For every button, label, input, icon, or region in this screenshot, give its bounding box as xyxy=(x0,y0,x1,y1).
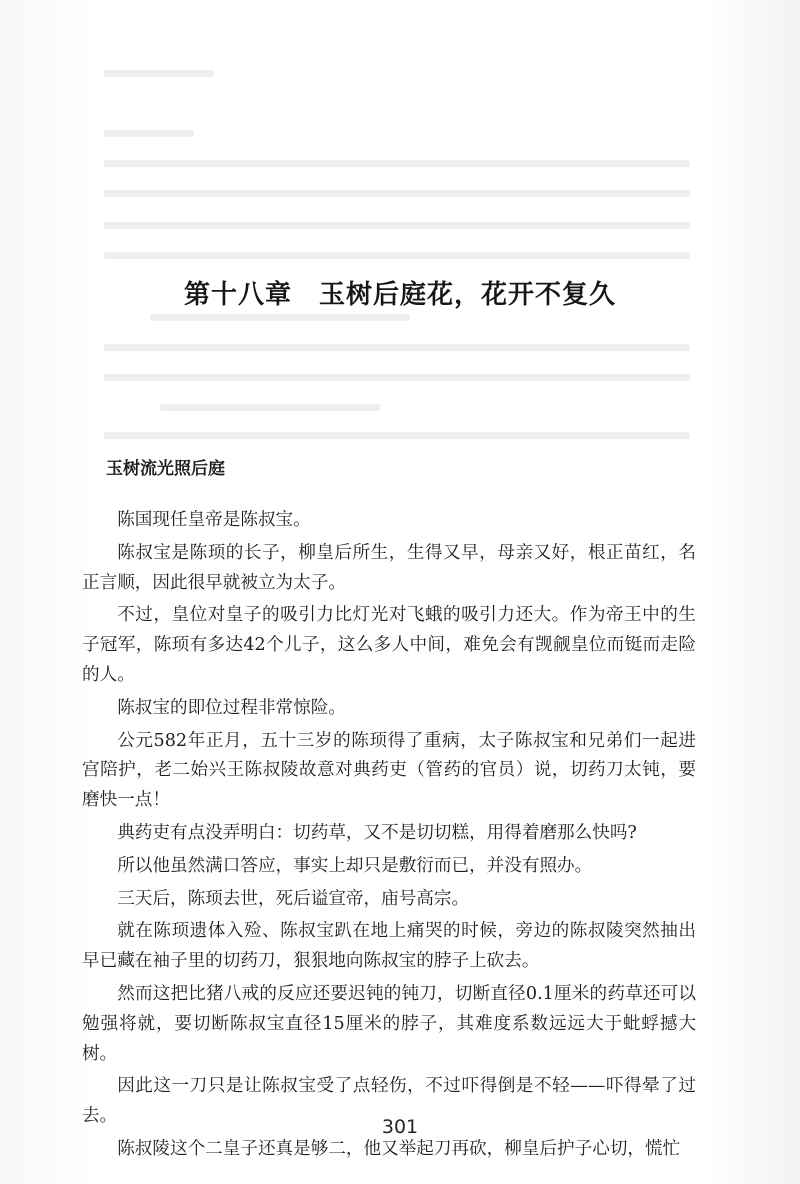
paragraph: 因此这一刀只是让陈叔宝受了点轻伤，不过吓得倒是不轻——吓得晕了过去。 xyxy=(82,1076,696,1127)
bleed-through-line xyxy=(104,432,690,439)
paragraph: 就在陈顼遗体入殓、陈叔宝趴在地上痛哭的时候，旁边的陈叔陵突然抽出早已藏在袖子里的切药刀，狠狠地向陈叔宝的脖子上砍去。 xyxy=(82,921,696,972)
paragraph: 公元582年正月，五十三岁的陈顼得了重病，太子陈叔宝和兄弟们一起进宫陪护，老二始兴王陈叔陵故意对典药吏（管药的官员）说，切药刀太钝，要磨快一点！ xyxy=(82,730,696,811)
paragraph: 陈国现任皇帝是陈叔宝。 xyxy=(117,510,311,530)
paragraph: 所以他虽然满口答应，事实上却只是敷衍而已，并没有照办。 xyxy=(117,855,593,876)
bleed-through-line xyxy=(104,130,194,137)
bleed-through-line xyxy=(104,252,690,259)
chapter-title: 第十八章 玉树后庭花，花开不复久 xyxy=(183,280,616,310)
paragraph: 陈叔宝是陈顼的长子，柳皇后所生，生得又早，母亲又好，根正苗红，名正言顺，因此很早就被立为太子。 xyxy=(82,542,696,593)
bleed-through-line xyxy=(104,374,690,381)
bleed-through-line xyxy=(150,314,410,321)
paragraph: 陈叔宝的即位过程非常惊险。 xyxy=(117,697,346,718)
paragraph: 陈叔陵这个二皇子还真是够二，他又举起刀再砍，柳皇后护子心切，慌忙 xyxy=(117,1138,681,1159)
bleed-through-line xyxy=(104,160,690,167)
section-heading: 玉树流光照后庭 xyxy=(106,459,225,479)
paragraph: 三天后，陈顼去世，死后谥宣帝，庙号高宗。 xyxy=(117,888,470,909)
bleed-through-line xyxy=(104,222,690,229)
paragraph: 然而这把比猪八戒的反应还要迟钝的钝刀，切断直径0.1厘米的药草还可以勉强将就，要切断陈叔宝直径15厘米的脖子，其难度系数远远大于蚍蜉撼大树。 xyxy=(82,983,696,1064)
page-number: 301 xyxy=(381,1116,419,1138)
bleed-through-line xyxy=(104,344,690,351)
body-text xyxy=(82,506,696,1168)
paragraph: 不过，皇位对皇子的吸引力比灯光对飞蛾的吸引力还大。作为帝王中的生子冠军，陈顼有多达42个儿子，这么多人中间，难免会有觊觎皇位而铤而走险的人。 xyxy=(82,605,696,685)
paragraph: 典药吏有点没弄明白：切药草，又不是切切糕，用得着磨那么快吗? xyxy=(117,822,637,843)
bleed-through-line xyxy=(160,404,380,411)
bleed-through-line xyxy=(104,70,214,77)
bleed-through-line xyxy=(104,190,690,197)
